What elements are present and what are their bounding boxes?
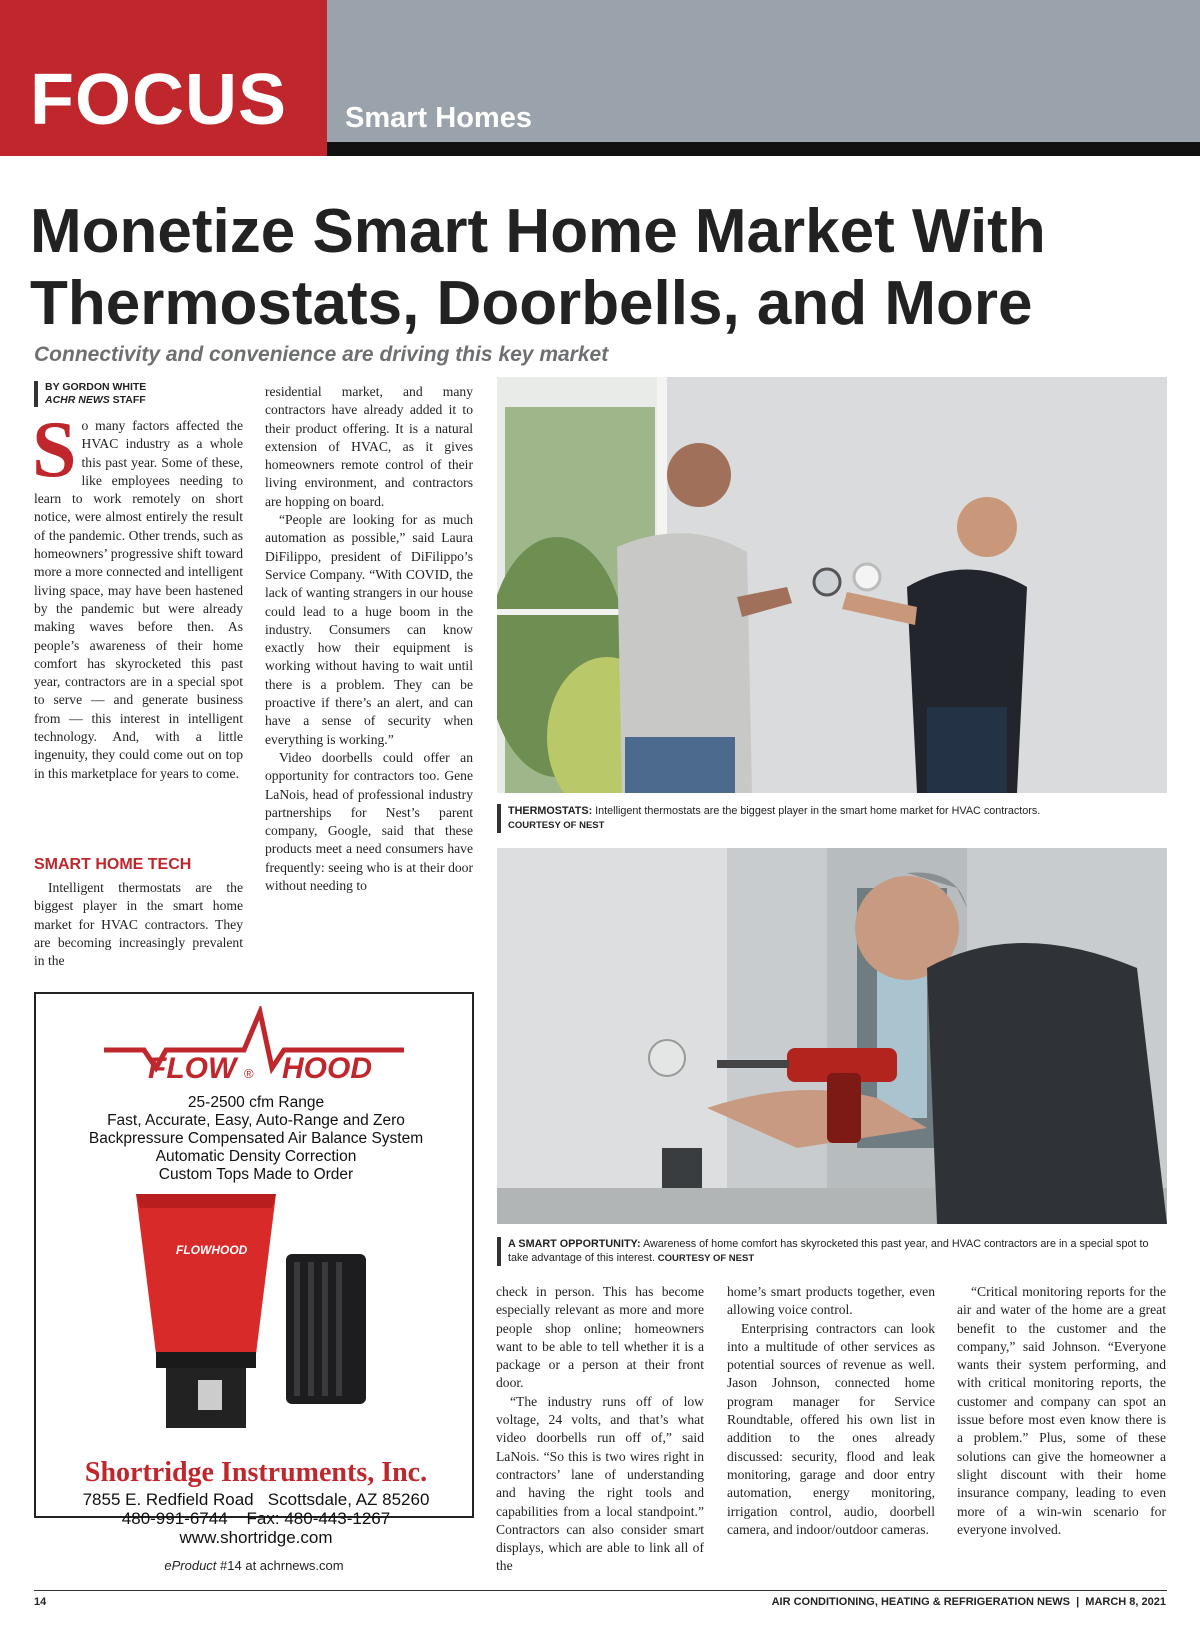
- article-column-5: [957, 1283, 1166, 1539]
- ad-address: 7855 E. Redfield Road Scottsdale, AZ 85260: [82, 1490, 430, 1509]
- photo-caption: [497, 1237, 1168, 1266]
- logo-text-flow: FLOW: [148, 1052, 237, 1085]
- headline-line-1: Monetize Smart Home Market With: [30, 197, 1046, 266]
- article-column-2: [265, 383, 473, 895]
- product-label: FLOWHOOD: [176, 1243, 248, 1257]
- article-paragraph: Video doorbells could offer an opportunity for contractors too. Gene LaNois, head of professional industry partnerships for Nest’s parent company, Google, said that these products meet a need consumers have frequently: seeing who is at their door without needing to: [265, 749, 473, 894]
- eproduct-link: #14 at achrnews.com: [216, 1558, 344, 1573]
- article-paragraph: home’s smart products together, even allowing voice control.: [727, 1284, 935, 1318]
- ad-feature: Automatic Density Correction: [155, 1148, 357, 1165]
- installer-photo: [497, 848, 1167, 1224]
- article-paragraph: “Critical monitoring reports for the air and water of the home are a great benefit to the customer and the company,” said Johnson. “Everyone wants their system performing, and with critical monitoring reports, the customer and company can spot an issue before most even know there is a problem.” Plus, some of these solutions can give the homeowner a slight discount with their home insurance company, leading to even more of a win-win scenario for everyone involved.: [957, 1284, 1166, 1537]
- flowhood-product-image: [136, 1194, 386, 1444]
- footer-rule: [34, 1590, 1167, 1591]
- thermostat-photo: [497, 377, 1167, 793]
- photo-caption: [497, 804, 1168, 833]
- header-rule: [327, 142, 1200, 156]
- ad-feature: Custom Tops Made to Order: [158, 1166, 354, 1183]
- article-column-1: [32, 406, 243, 783]
- byline-name: BY GORDON WHITE: [45, 381, 147, 393]
- article-paragraph: o many factors affected the HVAC industry as a whole this past year. Some of these, like employees needing to learn to work remotely on short notice, were almost entirely the result of the pandemic. Other trends, such as homeowners’ progressive shift toward more a more connected and intelligent living space, may have been hastened by the pandemic but were already making waves before then. As people’s awareness of their home comfort has skyrocketed this past year, contractors are in a special spot to serve — and generate business from — this interest in intelligent technology. And, with a little ingenuity, they could come out on top in this marketplace for years to come.: [34, 418, 243, 781]
- ad-phone: 480-991-6744 Fax: 480-443-1267: [121, 1509, 391, 1528]
- article-paragraph: Enterprising contractors can look into a multitude of other services as potential sources of revenue as well. Jason Johnson, connected home program manager for Service Roundtable, offered his own list in addition to the ones already discussed: security, flood and leak monitoring, garage and door entry automation, energy monitoring, irrigation control, audio, doorbell camera, and indoor/outdoor cameras.: [727, 1320, 935, 1537]
- byline-role: STAFF: [109, 394, 146, 406]
- caption-text: Intelligent thermostats are the biggest player in the smart home market for HVAC contractors.: [592, 805, 1041, 817]
- article-paragraph: residential market, and many contractors have already added it to their product offering. It is a natural extension of HVAC, as it gives homeowners remote control of their living environment, and contractors are hopping on board.: [265, 384, 473, 509]
- subhead: SMART HOME TECH: [34, 856, 192, 873]
- photo-credit: COURTESY OF NEST: [508, 820, 605, 831]
- logo-text-hood: HOOD: [282, 1052, 372, 1085]
- page-number: 14: [34, 1596, 47, 1608]
- flowhood-advertisement[interactable]: [34, 992, 474, 1547]
- flowhood-logo: [104, 1006, 408, 1086]
- article-paragraph: Intelligent thermostats are the biggest player in the smart home market for HVAC contractors. They are becoming increasingly prevalent in the: [34, 880, 243, 969]
- article-paragraph: “People are looking for as much automation as possible,” said Laura DiFilippo, president of DiFilippo’s Service Company. “With COVID, the lack of wanting strangers in our house could lead to a huge boom in the industry. Consumers can know exactly how their equipment is working without having to wait until there is a problem. They can be proactive if there’s an alert, and can have a sense of security when everything is working.”: [265, 512, 473, 747]
- section-label: FOCUS: [30, 60, 287, 140]
- eproduct-label: eProduct: [164, 1558, 217, 1573]
- article-paragraph: check in person. This has become especially relevant as more and more people shop online; homeowners want to be able to tell whether it is a package or a person at their front door.: [496, 1284, 704, 1391]
- byline: [34, 381, 146, 407]
- headline: [30, 196, 1190, 340]
- ad-feature: 25-2500 cfm Range: [187, 1094, 325, 1111]
- article-paragraph: “The industry runs off of low voltage, 24 volts, and that’s what video doorbells run off of,” said LaNois. “So this is two wires right in contractors’ lane of understanding and having the right tools and capabilities from a local standpoint.” Contractors can also consider smart displays, which are able to link all of the: [496, 1393, 704, 1574]
- dek: Connectivity and convenience are driving this key market: [34, 343, 609, 366]
- caption-lead: THERMOSTATS:: [508, 805, 593, 817]
- drop-cap: S: [32, 406, 77, 494]
- headline-line-2: Thermostats, Doorbells, and More: [30, 269, 1033, 338]
- caption-lead: A SMART OPPORTUNITY:: [508, 1238, 641, 1250]
- logo-registered-mark: ®: [244, 1066, 254, 1081]
- byline-publication: ACHR NEWS: [45, 394, 110, 406]
- article-column-4: [727, 1283, 935, 1539]
- ad-contact: [36, 1490, 476, 1547]
- article-column-1-continued: [34, 879, 243, 970]
- ad-feature: Backpressure Compensated Air Balance System: [88, 1130, 424, 1147]
- publication-footer: AIR CONDITIONING, HEATING & REFRIGERATION NEWS | MARCH 8, 2021: [771, 1596, 1166, 1608]
- caption-text: Awareness of home comfort has skyrocketed this past year, and HVAC contractors are in a special spot to take advantage of this interest.: [508, 1238, 1149, 1264]
- topic-label: Smart Homes: [345, 102, 532, 134]
- eproduct-reference[interactable]: [34, 1558, 474, 1573]
- ad-feature: Fast, Accurate, Easy, Auto-Range and Zero: [107, 1112, 405, 1129]
- ad-website-link[interactable]: www.shortridge.com: [179, 1528, 333, 1547]
- ad-feature-list: [36, 1094, 476, 1184]
- ad-company-name: Shortridge Instruments, Inc.: [84, 1457, 428, 1488]
- photo-credit: COURTESY OF NEST: [655, 1253, 755, 1264]
- article-column-3: [496, 1283, 704, 1576]
